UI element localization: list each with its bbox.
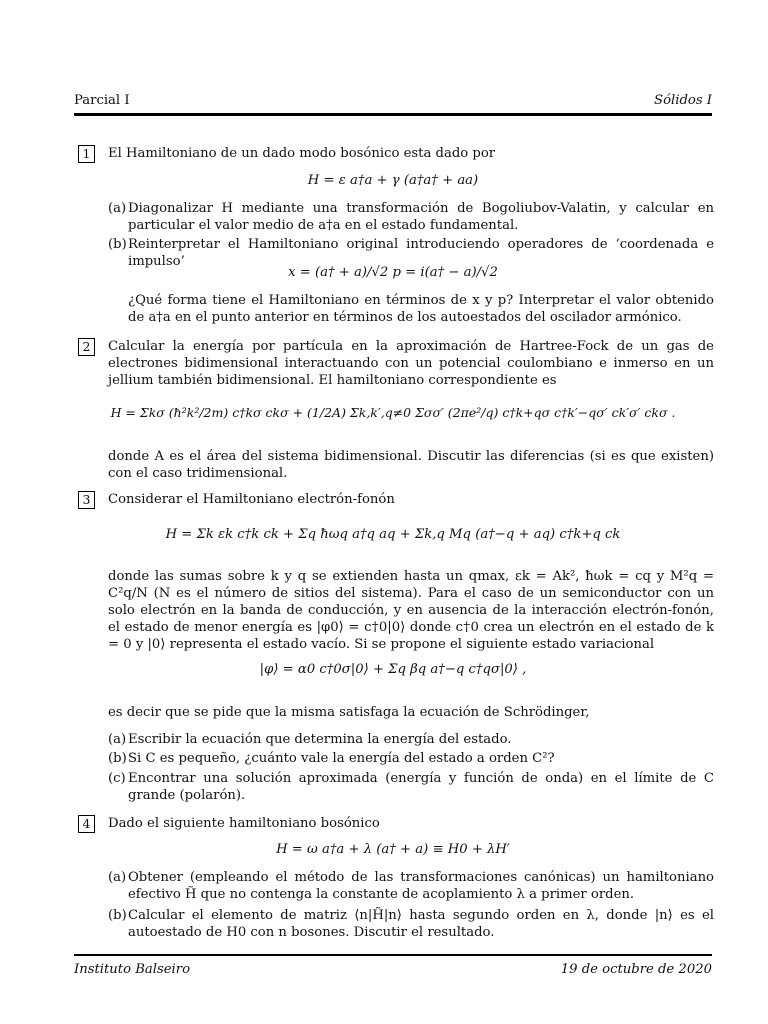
header-left: Parcial I [74, 93, 130, 108]
problem-1-equation-xp: x = (a† + a)/√2 p = i(a† − a)/√2 [288, 265, 498, 280]
item-label: (c) [108, 771, 126, 786]
footer-right: 19 de octubre de 2020 [560, 962, 712, 977]
problem-3-intro: Considerar el Hamiltoniano electrón-fonón [108, 492, 395, 507]
footer-rule [74, 954, 712, 956]
item-text: Escribir la ecuación que determina la energía del estado. [128, 732, 512, 747]
footer-left: Instituto Balseiro [74, 962, 191, 977]
problem-3-item-c [108, 770, 714, 804]
problem-4-item-b [108, 907, 714, 941]
item-label: (a) [108, 201, 127, 216]
problem-2-equation: H = Σkσ (ħ²k²/2m) c†kσ ckσ + (1/2A) Σk,k′,q≠0 Σσσ′ (2πe²/q) c†k+qσ c†k′−qσ′ ck′σ′ ckσ . [110, 405, 676, 420]
item-text: Diagonalizar H mediante una transformación de Bogoliubov-Valatin, y calcular en particular el valor medio de a†a en el estado fundamental. [128, 201, 714, 233]
problem-4-item-a [108, 869, 714, 903]
problem-3-followup: es decir que se pide que la misma satisfaga la ecuación de Schrödinger, [108, 705, 590, 720]
page-header [74, 93, 712, 113]
problem-2-followup: donde A es el área del sistema bidimensional. Discutir las diferencias (si es que existen) con el caso tridimensional. [108, 449, 714, 481]
problem-4-equation: H = ω a†a + λ (a† + a) ≡ H0 + λH′ [276, 842, 510, 857]
item-text: Obtener (empleando el método de las transformaciones canónicas) un hamiltoniano efectivo H̃ que no contenga la constante de acoplamiento λ a primer orden. [128, 870, 714, 902]
problem-3-number: 3 [78, 491, 95, 509]
header-right: Sólidos I [654, 93, 712, 108]
item-text: Reinterpretar el Hamiltoniano original introduciendo operadores de ‘coordenada e impulso’ [128, 237, 714, 269]
item-text: Si C es pequeño, ¿cuánto vale la energía del estado a orden C²? [128, 751, 555, 766]
problem-1-followup: ¿Qué forma tiene el Hamiltoniano en términos de x y p? Interpretar el valor obtenido de a†a en el punto anterior en términos de los autoestados del oscilador armónico. [128, 293, 714, 325]
item-label: (a) [108, 870, 127, 885]
problem-3-item-b [108, 750, 714, 767]
problem-4-intro: Dado el siguiente hamiltoniano bosónico [108, 816, 380, 831]
problem-2-number: 2 [78, 338, 95, 356]
item-label: (b) [108, 908, 127, 923]
item-label: (b) [108, 237, 127, 252]
header-rule [74, 113, 712, 116]
problem-3-body: donde las sumas sobre k y q se extienden hasta un qmax, εk = Ak², ħωk = cq y M²q = C²q/N (N es el número de sitios del sistema). Para el caso de un semiconductor con un solo electrón en la banda de conducción, y en ausencia de la interacción electrón-fonón, el estado de menor energía es |φ0⟩ = c†0|0⟩ donde c†0 crea un electrón en el estado de k = 0 y |0⟩ representa el estado vacío. Si se propone el siguiente estado variacional [108, 569, 714, 652]
item-text: Calcular el elemento de matriz ⟨n|H̃|n⟩ hasta segundo orden en λ, donde |n⟩ es el autoestado de H0 con n bosones. Discutir el resultado. [128, 908, 714, 940]
problem-1-intro: El Hamiltoniano de un dado modo bosónico esta dado por [108, 146, 496, 161]
problem-3-equation: H = Σk εk c†k ck + Σq ħωq a†q aq + Σk,q Mq (a†−q + aq) c†k+q ck [165, 527, 621, 542]
item-text: Encontrar una solución aproximada (energía y función de onda) en el límite de C grande (polarón). [128, 771, 714, 803]
problem-1-item-a [108, 200, 714, 234]
problem-1-equation: H = ε a†a + γ (a†a† + aa) [307, 173, 479, 188]
problem-4-number: 4 [78, 815, 95, 833]
problem-2-intro: Calcular la energía por partícula en la aproximación de Hartree-Fock de un gas de electrones bidimensional interactuando con un potencial coulombiano e inmerso en un jellium también bidimensional. El hamiltoniano correspondiente es [108, 339, 714, 388]
problem-3-variational-state: |φ⟩ = α0 c†0σ|0⟩ + Σq βq a†−q c†qσ|0⟩ , [259, 662, 527, 677]
problem-1-number: 1 [78, 145, 95, 163]
item-label: (b) [108, 751, 127, 766]
item-label: (a) [108, 732, 127, 747]
problem-3-item-a [108, 731, 714, 748]
